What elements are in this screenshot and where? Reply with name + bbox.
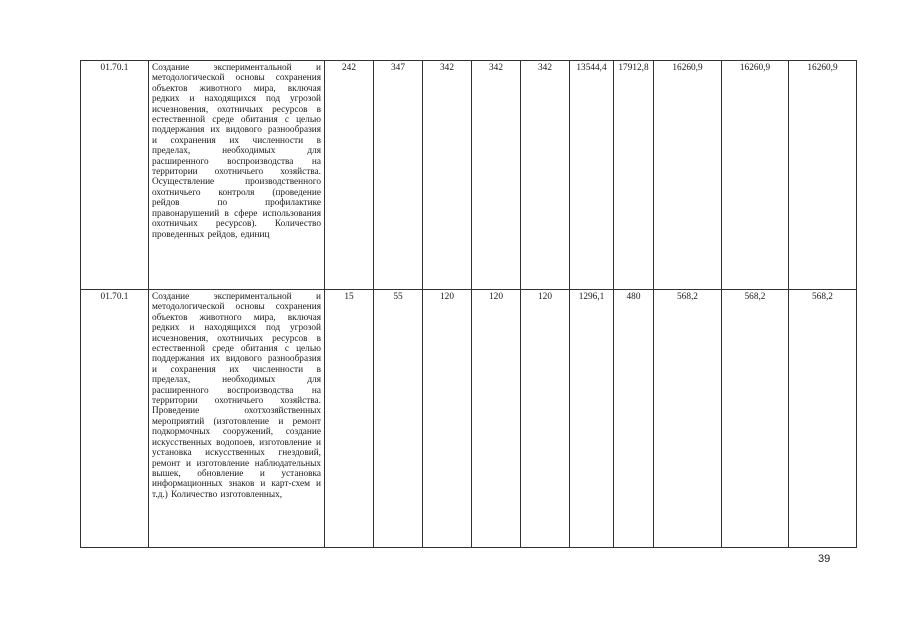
row-code: 01.70.1 [81,61,149,290]
row-value: 347 [374,61,423,290]
row-value: 120 [521,290,570,548]
row-value: 120 [472,290,521,548]
page-number: 39 [818,553,831,565]
row-value: 568,2 [789,290,857,548]
table-row [81,61,857,290]
row-value: 120 [423,290,472,548]
row-value: 16260,9 [722,61,789,290]
row-value: 15 [325,290,374,548]
row-value: 16260,9 [654,61,722,290]
document-table [80,60,857,548]
row-value: 1296,1 [570,290,614,548]
row-description: Создание экспериментальной и методологической основы сохранения объектов животного мира, включая редких и находящихся под угрозой исчезновения, охотничьих ресурсов в естественной среде обитания с целью поддержания их видового разнообразия и сохранения их численности в пределах, необходимых для расширенного воспроизводства на территории охотничьего хозяйства. Проведение охотхозяйственных мероприятий (изготовление и ремонт подкормочных сооружений, создание искусственных водопоев, изготовление и установка искусственных гнездовий, ремонт и изготовление наблюдательных вышек, обновление и установка информационных знаков и карт-схем и т.д.) Количество изготовленных, [149,290,325,548]
row-value: 342 [521,61,570,290]
row-code: 01.70.1 [81,290,149,548]
row-value: 55 [374,290,423,548]
table-row [81,290,857,548]
row-value: 13544,4 [570,61,614,290]
row-value: 480 [614,290,654,548]
row-value: 568,2 [654,290,722,548]
row-description: Создание экспериментальной и методологической основы сохранения объектов животного мира, включая редких и находящихся под угрозой исчезновения, охотничьих ресурсов в естественной среде обитания с целью поддержания их видового разнообразия и сохранения их численности в пределах, необходимых для расширенного воспроизводства на территории охотничьего хозяйства. Осуществление производственного охотничьего контроля (проведение рейдов по профилактике правонарушений в сфере использования охотничьих ресурсов). Количество проведенных рейдов, единиц [149,61,325,290]
row-value: 242 [325,61,374,290]
row-value: 568,2 [722,290,789,548]
row-value: 342 [423,61,472,290]
row-value: 16260,9 [789,61,857,290]
row-value: 17912,8 [614,61,654,290]
row-value: 342 [472,61,521,290]
